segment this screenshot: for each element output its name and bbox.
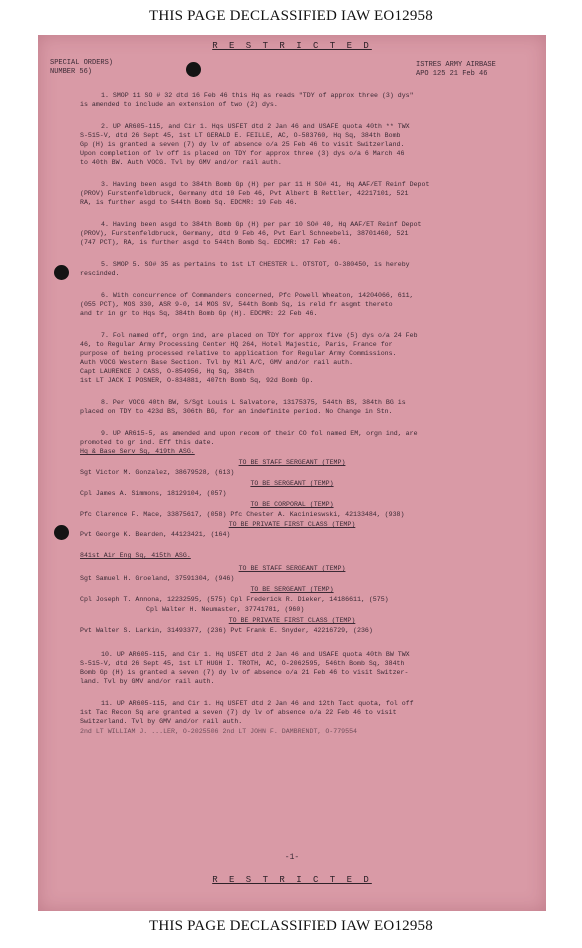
grade-heading: TO BE PRIVATE FIRST CLASS (TEMP) <box>228 617 356 624</box>
grade-heading: TO BE CORPORAL (TEMP) <box>250 501 334 508</box>
para-5-line: rescinded. <box>80 270 120 277</box>
classification-header: R E S T R I C T E D <box>212 41 372 51</box>
para-1-line: 1. SMOP 11 SO # 32 dtd 16 Feb 46 this Hq as reads "TDY of approx three (3) dys" <box>101 92 414 99</box>
faded-officer-line: 2nd LT WILLIAM J. ...LER, O-2025506 2nd LT JOHN F. DAMBRENDT, O-779554 <box>80 728 357 735</box>
promotion-entry: Cpl Walter H. Neumaster, 37741781, (960) <box>146 606 305 613</box>
promotion-entry: Pvt George K. Bearden, 44123421, (164) <box>80 531 231 538</box>
para-3-line: RA, is further asgd to 544th Bomb Sq. EDCMR: 19 Feb 46. <box>80 199 298 206</box>
para-2-line: to 40th BW. Auth VOCG. Tvl by GMV and/or rail auth. <box>80 159 282 166</box>
para-10-line: land. Tvl by GMV and/or rail auth. <box>80 678 215 685</box>
promotion-entry: Sgt Samuel H. Groeland, 37591304, (946) <box>80 575 235 582</box>
para-9-line: 9. UP AR615-5, as amended and upon recom of their CO fol named EM, orgn ind, are <box>101 430 418 437</box>
para-8-line: 8. Per VOCG 40th BW, S/Sgt Louis L Salvatore, 13175375, 544th BS, 384th BG is <box>101 399 406 406</box>
para-7-line: 46, to Regular Army Processing Center HQ 264, Hotel Majestic, Paris, France for <box>80 341 393 348</box>
para-10-line: S-515-V, dtd 26 Sept 45, 1st LT HUGH I. TROTH, AC, O-2062595, 546th Bomb Sq, 384th <box>80 660 405 667</box>
special-orders-label: SPECIAL ORDERS) <box>50 59 114 67</box>
unit-heading: Hq & Base Serv Sq, 419th ASG. <box>80 448 195 455</box>
page-number: -1- <box>284 853 300 862</box>
para-4-line: (747 PCT), RA, is further asgd to 544th Bomb Sq. EDCMR: 17 Feb 46. <box>80 239 342 246</box>
para-7-line: Capt LAURENCE J CASS, O-854956, Hq Sq, 384th <box>80 368 255 375</box>
para-3-line: 3. Having been asgd to 384th Bomb Gp (H) per par 11 H SO# 41, Hq AAF/ET Reinf Depot <box>101 181 430 188</box>
apo-and-date: APO 125 21 Feb 46 <box>416 70 488 78</box>
para-9-line: promoted to gr ind. Eff this date. <box>80 439 215 446</box>
classification-footer: R E S T R I C T E D <box>212 875 372 885</box>
para-2-line: Upon completion of lv off is placed on TDY for approx three (3) dys o/a 6 March 46 <box>80 150 405 157</box>
para-2-line: 2. UP AR605-115, and Cir 1. Hqs USFET dtd 2 Jan 46 and USAFE quota 40th ** TWX <box>101 123 410 130</box>
para-11-line: 11. UP AR605-115, and Cir 1. Hq USFET dtd 2 Jan 46 and 12th Tact quota, fol off <box>101 700 414 707</box>
para-10-line: Bomb Gp (H) is granted a seven (7) dy lv of absence o/a 21 Feb 46 to visit Switzer- <box>80 669 409 676</box>
promotion-entry: Pvt Walter S. Larkin, 31493377, (236) Pvt Frank E. Snyder, 42216729, (236) <box>80 627 373 634</box>
para-6-line: (055 PCT), MOS 330, ASR 9-0, 14 MOS SV, 544th Bomb Sq, is reld fr asgmt thereto <box>80 301 393 308</box>
para-7-line: 1st LT JACK I POSNER, O-834881, 407th Bomb Sq, 92d Bomb Gp. <box>80 377 314 384</box>
promotion-entry: Cpl Joseph T. Annona, 12232595, (575) Cpl Frederick R. Dieker, 14186611, (575) <box>80 596 389 603</box>
para-8-line: placed on TDY to 423d BS, 306th BG, for an indefinite period. No Change in Stn. <box>80 408 393 415</box>
para-2-line: S-515-V, dtd 26 Sept 45, 1st LT GERALD E. FEILLE, AC, O-583760, Hq Sq, 384th Bomb <box>80 132 401 139</box>
para-10-line: 10. UP AR605-115, and Cir 1. Hq USFET dtd 2 Jan 46 and USAFE quota 40th BW TWX <box>101 651 410 658</box>
para-6-line: and tr in gr to Hqs Sq, 384th Bomb Gp (H). EDCMR: 22 Feb 46. <box>80 310 318 317</box>
para-7-line: 7. Fol named off, orgn ind, are placed on TDY for approx five (5) dys o/a 24 Feb <box>101 332 418 339</box>
unit-heading: 841st Air Eng Sq, 415th ASG. <box>80 552 191 559</box>
grade-heading: TO BE SERGEANT (TEMP) <box>250 586 334 593</box>
para-7-line: purpose of being processed relative to application for Regular Army Commissions. <box>80 350 397 357</box>
punch-hole <box>54 265 69 280</box>
document-sheet <box>38 35 546 911</box>
promotion-entry: Pfc Clarence F. Mace, 33875617, (058) Pfc Chester A. Kacinieswski, 42133484, (938) <box>80 511 405 518</box>
para-11-line: 1st Tac Recon Sq are granted a seven (7) dy lv of absence o/a 22 Feb 46 to visit <box>80 709 397 716</box>
grade-heading: TO BE PRIVATE FIRST CLASS (TEMP) <box>228 521 356 528</box>
para-11-line: Switzerland. Tvl by GMV and/or rail auth. <box>80 718 243 725</box>
para-3-line: (PROV) Furstenfeldbruck, Germany dtd 10 Feb 46, Pvt Albert B Rettler, 42217101, 521 <box>80 190 409 197</box>
promotion-entry: Sgt Victor M. Gonzalez, 38679528, (613) <box>80 469 235 476</box>
declassified-banner-top: THIS PAGE DECLASSIFIED IAW EO12958 <box>149 8 433 24</box>
para-5-line: 5. SMOP 5. SO# 35 as pertains to 1st LT CHESTER L. OTSTOT, O-380450, is hereby <box>101 261 410 268</box>
grade-heading: TO BE SERGEANT (TEMP) <box>250 480 334 487</box>
punch-hole <box>186 62 201 77</box>
para-6-line: 6. With concurrence of Commanders concerned, Pfc Powell Wheaton, 14204066, 611, <box>101 292 414 299</box>
grade-heading: TO BE STAFF SERGEANT (TEMP) <box>238 565 346 572</box>
promotion-entry: Cpl James A. Simmons, 18129104, (057) <box>80 490 227 497</box>
order-number: NUMBER 56) <box>50 68 93 76</box>
issuing-station: ISTRES ARMY AIRBASE <box>416 61 496 69</box>
para-7-line: Auth VOCG Western Base Section. Tvl by Mil A/C, GMV and/or rail auth. <box>80 359 354 366</box>
grade-heading: TO BE STAFF SERGEANT (TEMP) <box>238 459 346 466</box>
para-1-line: is amended to include an extension of two (2) dys. <box>80 101 278 108</box>
para-4-line: 4. Having been asgd to 384th Bomb Gp (H) per par 10 SO# 40, Hq AAF/ET Reinf Depot <box>101 221 422 228</box>
para-4-line: (PROV), Furstenfeldbruck, Germany, dtd 9 Feb 46, Pvt Earl Schneebeli, 38701460, 521 <box>80 230 409 237</box>
para-2-line: Gp (H) is granted a seven (7) dy lv of absence o/a 25 Feb 46 to visit Switzerland. <box>80 141 405 148</box>
declassified-banner-bottom: THIS PAGE DECLASSIFIED IAW EO12958 <box>149 918 433 934</box>
